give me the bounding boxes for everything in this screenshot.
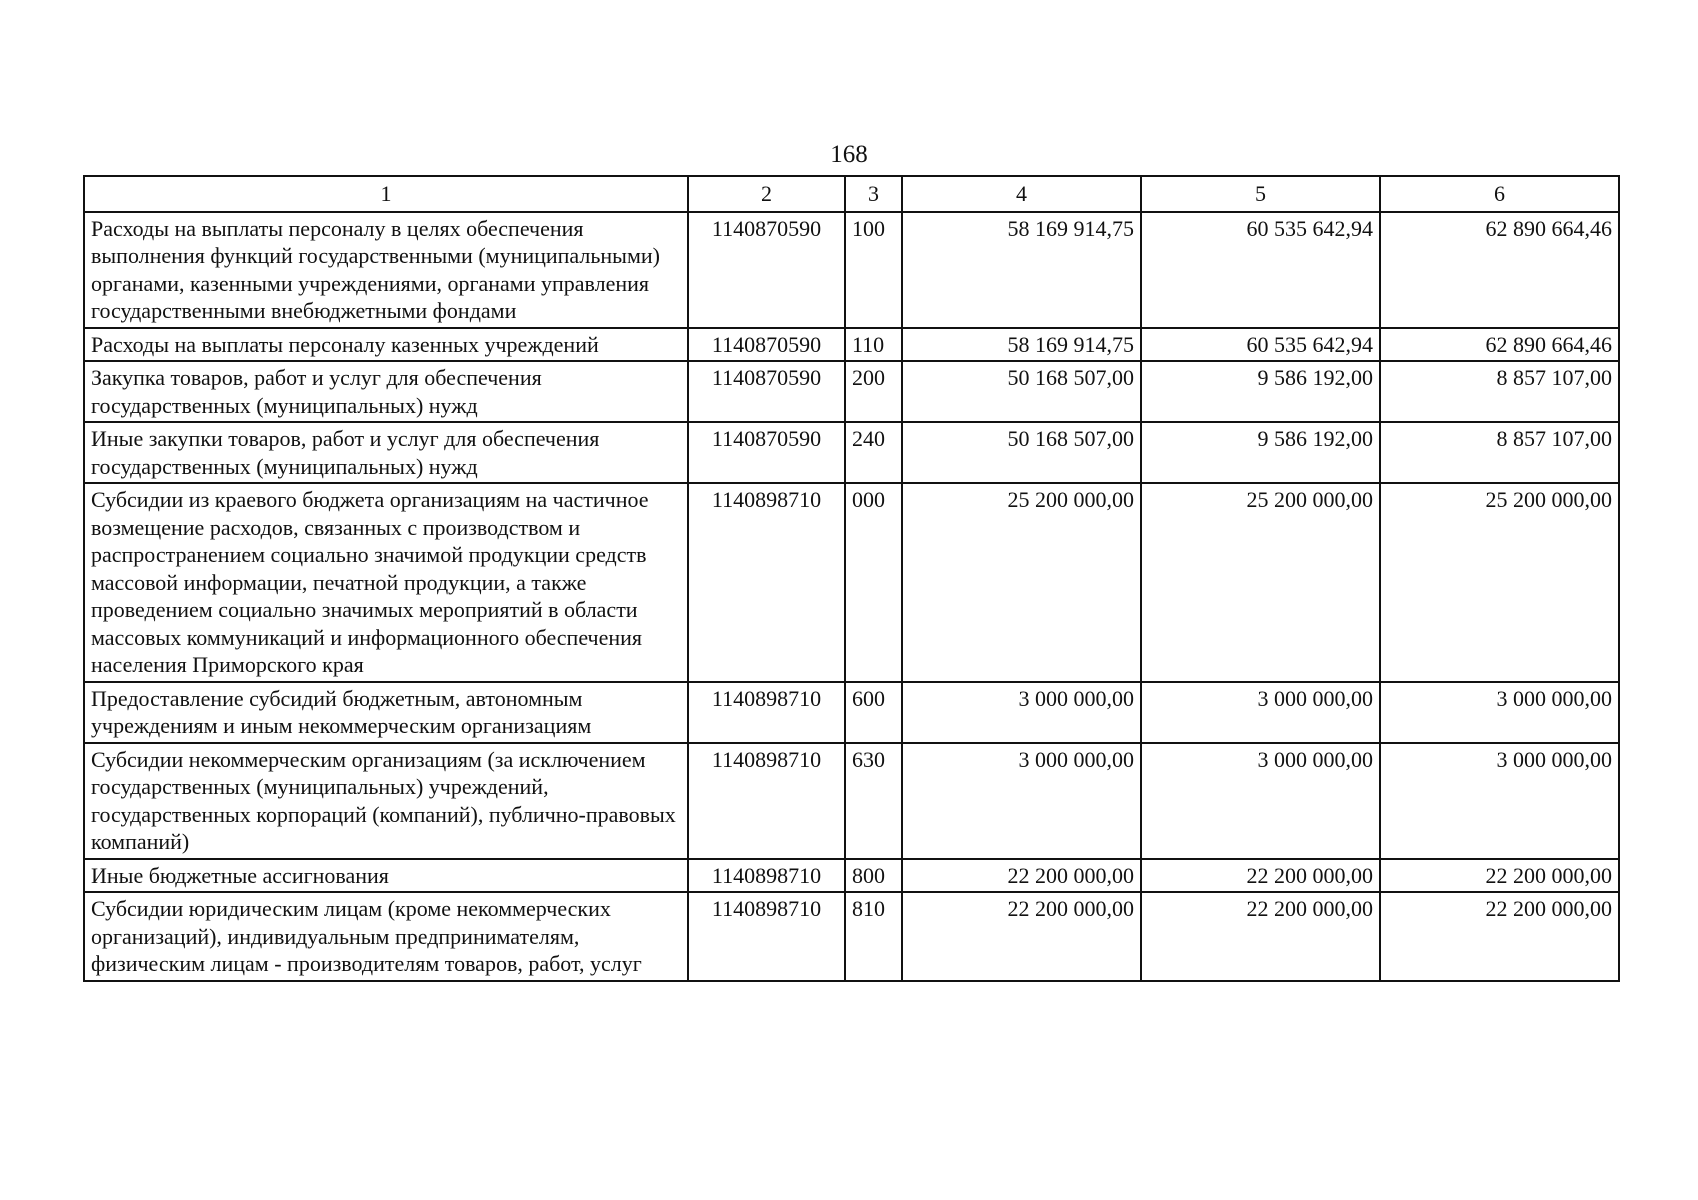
row-amount-4: 58 169 914,75	[902, 328, 1141, 362]
table-row	[84, 328, 1619, 362]
row-amount-6: 8 857 107,00	[1380, 422, 1619, 483]
row-kind: 600	[845, 682, 902, 743]
row-amount-4: 58 169 914,75	[902, 212, 1141, 328]
row-code: 1140898710	[688, 859, 845, 893]
table-row	[84, 892, 1619, 981]
row-name: Расходы на выплаты персоналу в целях обеспечения выполнения функций государственными (муниципальными) органами, казенными учреждениями, органами управления государственными внебюджетными фондами	[84, 212, 688, 328]
row-code: 1140898710	[688, 682, 845, 743]
row-kind: 240	[845, 422, 902, 483]
table-row	[84, 682, 1619, 743]
row-kind: 200	[845, 361, 902, 422]
header-cell-5: 5	[1141, 176, 1380, 212]
row-name: Иные бюджетные ассигнования	[84, 859, 688, 893]
row-amount-6: 22 200 000,00	[1380, 859, 1619, 893]
row-code: 1140870590	[688, 212, 845, 328]
row-amount-4: 22 200 000,00	[902, 892, 1141, 981]
row-amount-5: 9 586 192,00	[1141, 361, 1380, 422]
row-kind: 110	[845, 328, 902, 362]
row-name: Иные закупки товаров, работ и услуг для обеспечения государственных (муниципальных) нужд	[84, 422, 688, 483]
row-kind: 630	[845, 743, 902, 859]
row-amount-4: 22 200 000,00	[902, 859, 1141, 893]
row-kind: 800	[845, 859, 902, 893]
row-amount-6: 3 000 000,00	[1380, 682, 1619, 743]
row-amount-5: 60 535 642,94	[1141, 328, 1380, 362]
row-amount-5: 22 200 000,00	[1141, 892, 1380, 981]
header-cell-4: 4	[902, 176, 1141, 212]
row-code: 1140870590	[688, 328, 845, 362]
row-code: 1140870590	[688, 361, 845, 422]
table-row	[84, 859, 1619, 893]
row-amount-4: 25 200 000,00	[902, 483, 1141, 682]
row-amount-5: 3 000 000,00	[1141, 682, 1380, 743]
row-amount-6: 8 857 107,00	[1380, 361, 1619, 422]
table-row	[84, 743, 1619, 859]
row-name: Субсидии некоммерческим организациям (за исключением государственных (муниципальных) учреждений, государственных корпораций (компаний), публично-правовых компаний)	[84, 743, 688, 859]
table-row	[84, 361, 1619, 422]
row-name: Субсидии юридическим лицам (кроме некоммерческих организаций), индивидуальным предпринимателям, физическим лицам - производителям товаров, работ, услуг	[84, 892, 688, 981]
table-row	[84, 212, 1619, 328]
row-kind: 100	[845, 212, 902, 328]
row-code: 1140898710	[688, 483, 845, 682]
row-code: 1140898710	[688, 743, 845, 859]
row-amount-6: 3 000 000,00	[1380, 743, 1619, 859]
row-amount-5: 25 200 000,00	[1141, 483, 1380, 682]
row-amount-6: 62 890 664,46	[1380, 212, 1619, 328]
row-amount-4: 50 168 507,00	[902, 422, 1141, 483]
row-amount-5: 60 535 642,94	[1141, 212, 1380, 328]
row-amount-6: 22 200 000,00	[1380, 892, 1619, 981]
header-cell-2: 2	[688, 176, 845, 212]
header-cell-1: 1	[84, 176, 688, 212]
row-kind: 810	[845, 892, 902, 981]
row-amount-4: 3 000 000,00	[902, 682, 1141, 743]
row-name: Субсидии из краевого бюджета организациям на частичное возмещение расходов, связанных с производством и распространением социально значимой продукции средств массовой информации, печатной продукции, а также проведением социально значимых мероприятий в области массовых коммуникаций и информационного обеспечения населения Приморского края	[84, 483, 688, 682]
row-amount-5: 3 000 000,00	[1141, 743, 1380, 859]
row-code: 1140870590	[688, 422, 845, 483]
row-name: Расходы на выплаты персоналу казенных учреждений	[84, 328, 688, 362]
row-name: Предоставление субсидий бюджетным, автономным учреждениям и иным некоммерческим организациям	[84, 682, 688, 743]
page-number: 168	[830, 141, 868, 168]
header-cell-6: 6	[1380, 176, 1619, 212]
row-amount-5: 22 200 000,00	[1141, 859, 1380, 893]
table-row	[84, 422, 1619, 483]
header-cell-3: 3	[845, 176, 902, 212]
row-amount-4: 50 168 507,00	[902, 361, 1141, 422]
row-amount-4: 3 000 000,00	[902, 743, 1141, 859]
row-name: Закупка товаров, работ и услуг для обеспечения государственных (муниципальных) нужд	[84, 361, 688, 422]
row-amount-5: 9 586 192,00	[1141, 422, 1380, 483]
budget-table	[83, 175, 1620, 982]
row-amount-6: 62 890 664,46	[1380, 328, 1619, 362]
header-row	[84, 176, 1619, 212]
row-code: 1140898710	[688, 892, 845, 981]
table-row	[84, 483, 1619, 682]
row-amount-6: 25 200 000,00	[1380, 483, 1619, 682]
row-kind: 000	[845, 483, 902, 682]
